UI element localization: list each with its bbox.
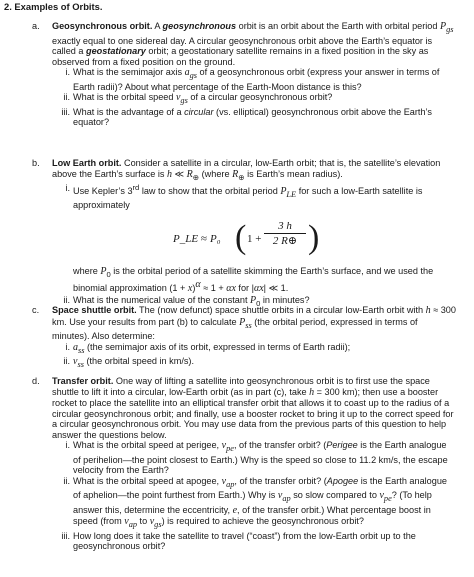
sub-question-text: What is the orbital speed at apogee, $v_{ap}$, of the transfer orbit? (Apogee is the Earth analogue of aphelion—the point furthest from Earth.) Why is $v_{ap}$ so slow compared to $v_{pe}$? (To help answer this, determine the eccentricity, e, of the transfer orbit.) What percentage boost in speed (from $v_{ap}$ to $v_{gs}$) is required to achieve the geosynchronous orbit?: [73, 475, 447, 529]
sub-question: [52, 92, 456, 107]
part-label: c.: [32, 305, 40, 315]
formula-right-paren: ): [308, 218, 320, 256]
sub-question-label: i.: [65, 67, 70, 77]
part-paragraph: [52, 305, 456, 342]
sub-question-text: $a_{ss}$ (the semimajor axis of its orbit, expressed in terms of Earth radii);: [73, 341, 351, 355]
part-body: Consider a satellite in a circular, low-Earth orbit; that is, the satellite’s elevation above the Earth’s surface is h ≪ $R_\oplus$ (where $R_\oplus$ is Earth’s mean radius).: [52, 158, 441, 182]
sub-question-text: $v_{ss}$ (the orbital speed in km/s).: [73, 356, 194, 369]
part-paragraph: [52, 21, 456, 67]
sub-question-label: i.: [65, 440, 70, 450]
part-title: Space shuttle orbit.: [52, 305, 137, 315]
sub-question: [52, 183, 456, 211]
part-d: [32, 376, 456, 552]
part-title: Transfer orbit.: [52, 376, 114, 386]
kepler-approximation-formula: [52, 214, 456, 266]
part-paragraph: [52, 376, 456, 440]
part-label: b.: [32, 158, 40, 168]
formula-explanation: [52, 266, 456, 295]
sub-question: [52, 107, 456, 128]
formula-coefficient: P₀: [210, 232, 221, 245]
part-label: d.: [32, 376, 40, 386]
formula-fraction: [264, 220, 306, 248]
formula-left-paren: (: [235, 218, 247, 256]
sub-question-list: [52, 440, 456, 552]
sub-question-text: What is the semimajor axis $a_{gs}$ of a geosynchronous orbit (express your answer in terms of Earth radii)? About what percentage of the Earth-Moon distance is this?: [73, 67, 440, 92]
sub-question-label: iii.: [61, 530, 70, 541]
part-title: Low Earth orbit.: [52, 158, 122, 168]
part-body: A geosynchronous orbit is an orbit about the Earth with orbital period $P_{gs}$ exactly equal to one sidereal day. A circular geosynchronous orbit above the Earth’s equator is called a geostationary orbit; a geostationary satellite remains in a fixed position in the sky as observed from a fixed position on the ground.: [52, 21, 454, 67]
sub-question-label: iii.: [61, 106, 70, 117]
part-label: a.: [32, 21, 40, 31]
sub-question: [52, 476, 456, 531]
part-title: Geosynchronous orbit.: [52, 21, 153, 31]
sub-question-label: ii.: [63, 356, 70, 366]
sub-question-text: What is the advantage of a circular (vs. elliptical) geosynchronous orbit above the Earth’s equator?: [73, 106, 432, 127]
sub-question-text: What is the numerical value of the constant $P_0$ in minutes?: [73, 294, 310, 308]
sub-question: [52, 342, 456, 357]
sub-question-label: ii.: [63, 92, 70, 102]
sub-question: [52, 67, 456, 92]
formula-denominator: 2 R⊕: [264, 233, 306, 248]
sub-question-label: ii.: [63, 475, 70, 486]
sub-question-list: [52, 342, 456, 371]
formula-lhs: P_LE ≈: [173, 232, 207, 245]
part-paragraph: [52, 158, 456, 183]
sub-question-label: i.: [65, 341, 70, 352]
formula-explanation-text: where $P_0$ is the orbital period of a satellite skimming the Earth’s surface, and we used the binomial approximation $(1 + x)^\alpha \approx 1 + \alpha x$ for |αx| ≪ 1.: [73, 265, 434, 295]
sub-question-text: How long does it take the satellite to travel (“coast”) from the low-Earth orbit up to the geosynchronous orbit?: [73, 530, 416, 551]
part-body: One way of lifting a satellite into geosynchronous orbit is to first use the space shuttle to lift it into a circular, low-Earth orbit (as in part (c), take h = 300 km); then use a booster rocket to place the satellite into an elliptical transfer orbit that allows it to coast up to the radius of a circular geosynchronous orbit; and finally, use a booster rocket to bring it up to the correct speed for a circular geosynchronous orbit. You may use data from the previous parts of this question to help answer the questions below.: [52, 376, 454, 440]
part-body: The (now defunct) space shuttle orbits in a circular low-Earth orbit with h ≈ 300 km. Use your results from part (b) to calculate $P_{ss}$ (the orbital period, expressed in terms of minutes). Also determine:: [52, 305, 456, 341]
sub-question-text: Use Kepler’s 3rd law to show that the orbital period $P_{LE}$ for such a low-Earth satellite is approximately: [73, 182, 423, 211]
formula-numerator: 3 h: [278, 219, 292, 232]
sub-question-label: ii.: [63, 294, 70, 305]
part-a: [32, 21, 456, 128]
sub-question-list: [52, 183, 456, 211]
question-heading: 2. Examples of Orbits.: [4, 1, 103, 12]
sub-question: [52, 356, 456, 371]
sub-question-label: i.: [65, 182, 70, 193]
sub-question-text: What is the orbital speed at perigee, $v_{pe}$, of the transfer orbit? (Perigee is the Earth analogue of perihelion—the point closest to Earth.) Why is the speed so close to 11.2 km/s, the escape velocity from the Earth?: [73, 440, 448, 475]
sub-question: [52, 531, 456, 552]
sub-question-text: What is the orbital speed $v_{gs}$ of a circular geosynchronous orbit?: [73, 92, 333, 105]
sub-question-list: [52, 67, 456, 128]
part-b: [32, 158, 456, 309]
sub-question: [52, 440, 456, 476]
part-c: [32, 305, 456, 371]
formula-one-plus: 1 +: [247, 232, 262, 245]
